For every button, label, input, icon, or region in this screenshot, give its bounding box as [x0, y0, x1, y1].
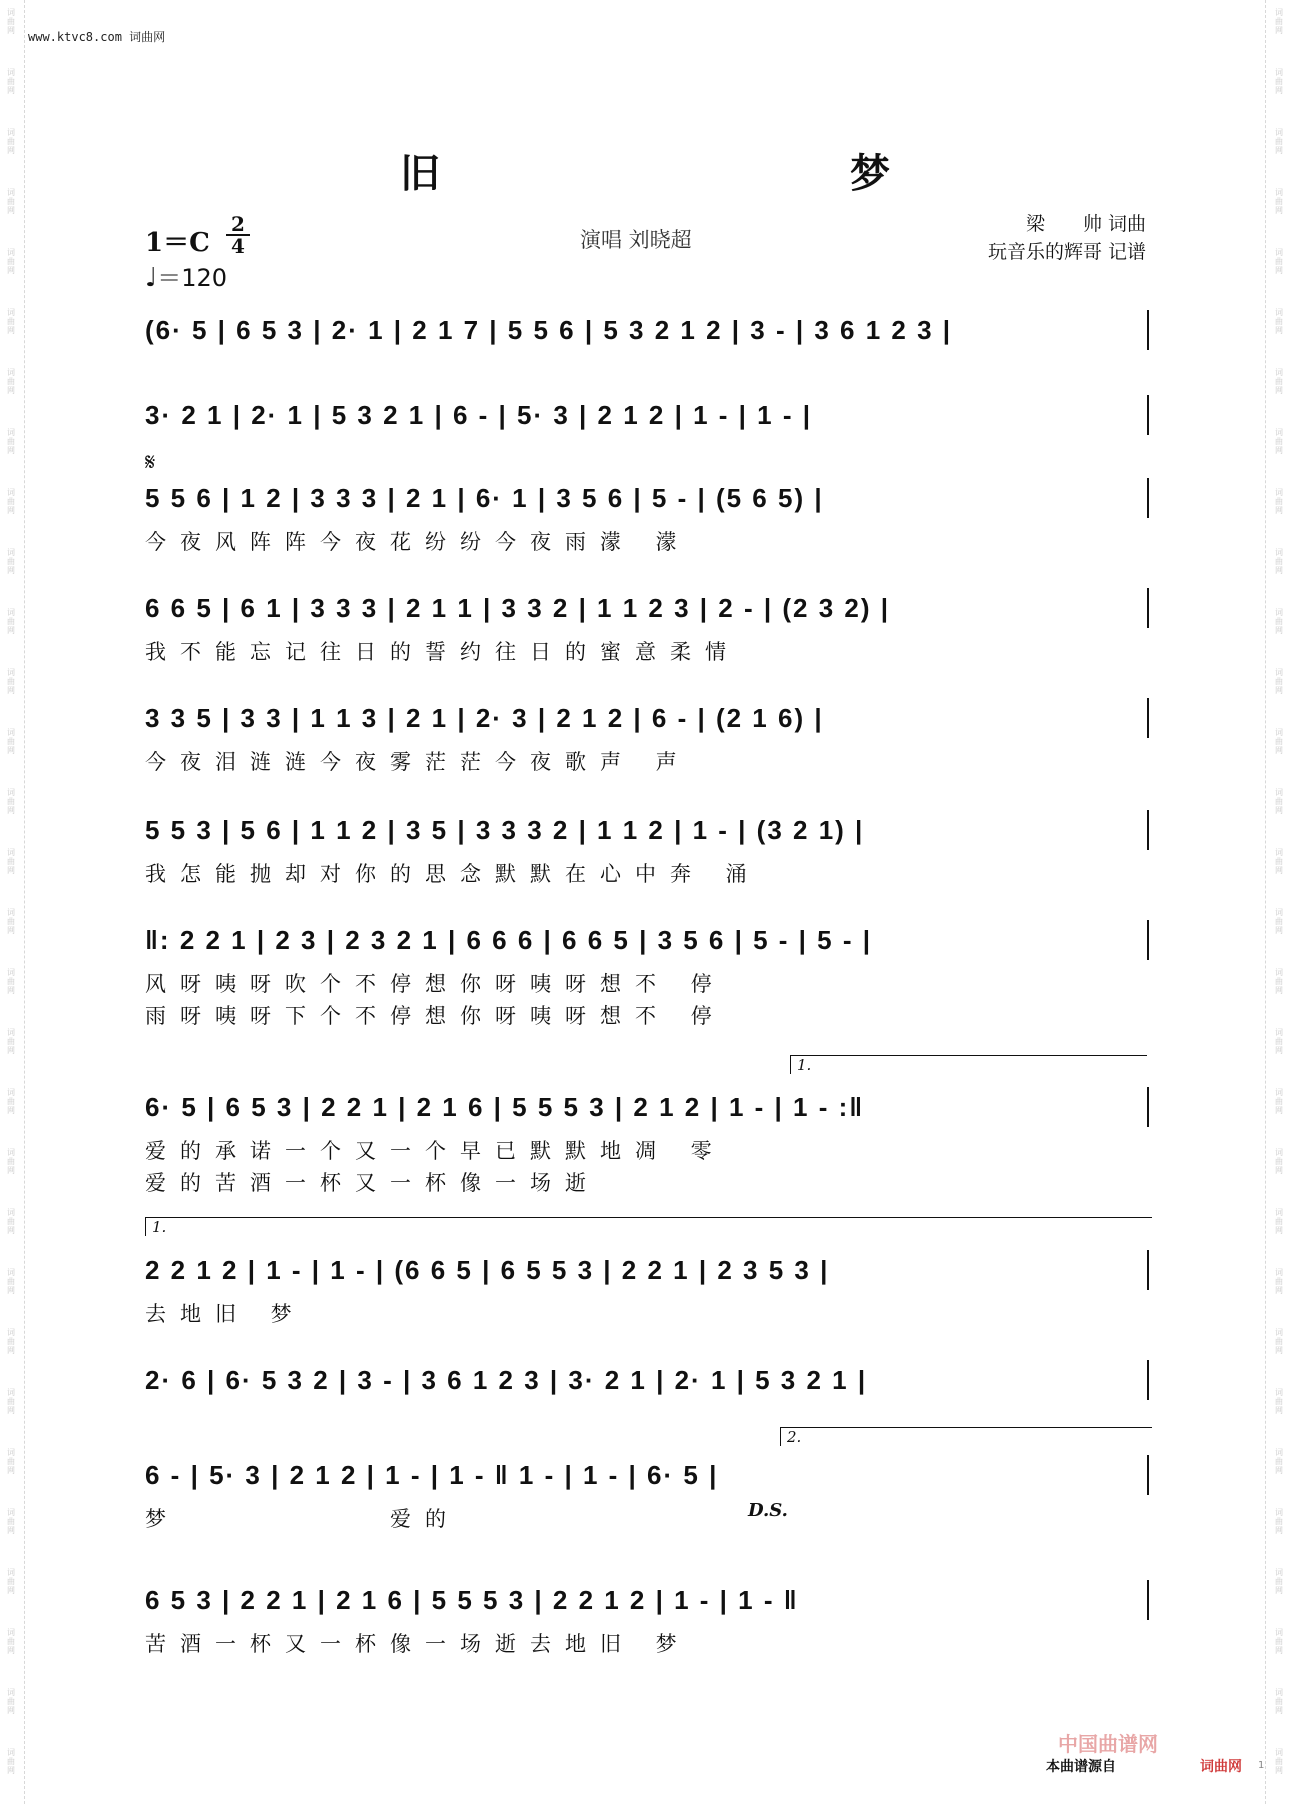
- lyric-line: 爱的承诺一个又一个早已默默地凋 零: [145, 1139, 726, 1163]
- lyric-line: 去地旧 梦: [145, 1302, 306, 1326]
- volta-first-ending-a: 1.: [790, 1055, 1147, 1074]
- side-watermark-mark: 词 曲 网: [7, 368, 15, 395]
- side-watermark-mark: 词 曲 网: [1275, 1508, 1283, 1535]
- singer-credit: 演唱 刘晓超: [580, 228, 692, 252]
- side-watermark-mark: 词 曲 网: [7, 728, 15, 755]
- side-watermark-mark: 词 曲 网: [7, 668, 15, 695]
- score-row: [145, 1360, 1149, 1400]
- tempo-marking: [145, 258, 227, 293]
- lyric-line: 今夜泪涟涟今夜雾茫茫今夜歌声 声: [145, 750, 691, 774]
- side-watermark-mark: 词 曲 网: [7, 1448, 15, 1475]
- song-title: 旧 梦: [400, 150, 1000, 197]
- lyric-line: 风呀咦呀吹个不停想你呀咦呀想不 停: [145, 972, 726, 996]
- side-watermark-mark: 词 曲 网: [1275, 728, 1283, 755]
- side-watermark-mark: 词 曲 网: [7, 428, 15, 455]
- lyric-line: 梦 爱的: [145, 1507, 460, 1531]
- lyricist-composer-credit: 梁 帅 词曲: [1025, 213, 1146, 235]
- notation-line: 6 6 5 | 6 1 | 3 3 3 | 2 1 1 | 3 3 2 | 1 1 2 3 | 2 - | (2 3 2) |: [145, 593, 890, 623]
- lyric-line: 雨呀咦呀下个不停想你呀咦呀想不 停: [145, 1004, 726, 1028]
- score-row: [145, 920, 1149, 960]
- side-watermark-mark: 词 曲 网: [7, 488, 15, 515]
- side-watermark-mark: 词 曲 网: [1275, 1448, 1283, 1475]
- side-watermark-mark: 词 曲 网: [1275, 1328, 1283, 1355]
- side-watermark-mark: 词 曲 网: [1275, 248, 1283, 275]
- lyric-line: 我怎能抛却对你的思念默默在心中奔 涌: [145, 862, 761, 886]
- side-watermark-mark: 词 曲 网: [1275, 1748, 1283, 1775]
- side-watermark-mark: 词 曲 网: [7, 188, 15, 215]
- side-watermark-mark: 词 曲 网: [1275, 128, 1283, 155]
- side-watermark-mark: 词 曲 网: [1275, 1208, 1283, 1235]
- side-watermark-mark: 词 曲 网: [1275, 1688, 1283, 1715]
- lyric-line: 今夜风阵阵今夜花纷纷今夜雨濛 濛: [145, 530, 691, 554]
- notation-line: 5 5 6 | 1 2 | 3 3 3 | 2 1 | 6· 1 | 3 5 6 | 5 - | (5 6 5) |: [145, 483, 824, 513]
- side-watermark-mark: 词 曲 网: [7, 908, 15, 935]
- side-watermark-mark: 词 曲 网: [7, 1148, 15, 1175]
- notation-line: ‖: 2 2 1 | 2 3 | 2 3 2 1 | 6 6 6 | 6 6 5 | 3 5 6 | 5 - | 5 - |: [145, 925, 873, 955]
- score-row: [145, 310, 1149, 350]
- notation-line: 6· 5 | 6 5 3 | 2 2 1 | 2 1 6 | 5 5 5 3 | 2 1 2 | 1 - | 1 - :‖: [145, 1092, 865, 1122]
- time-signature-numerator: 2: [231, 212, 245, 236]
- score-row: [145, 1580, 1149, 1620]
- side-watermark-mark: 词 曲 网: [1275, 1088, 1283, 1115]
- side-watermark-mark: 词 曲 网: [1275, 668, 1283, 695]
- score-row: [145, 1250, 1149, 1290]
- side-watermark-mark: 词 曲 网: [7, 1268, 15, 1295]
- key-signature: 1＝C: [145, 228, 210, 258]
- credits: [988, 210, 1146, 266]
- side-watermark-mark: 词 曲 网: [1275, 848, 1283, 875]
- side-watermark-mark: 词 曲 网: [7, 1748, 15, 1775]
- time-signature: [226, 214, 250, 256]
- volta-first-ending-b: 1.: [145, 1217, 1152, 1236]
- side-watermark-mark: 词 曲 网: [1275, 1268, 1283, 1295]
- volta-second-ending: 2.: [780, 1427, 1152, 1446]
- side-watermark-mark: 词 曲 网: [7, 8, 15, 35]
- score-row: [145, 698, 1149, 738]
- dal-segno-label: D.S.: [748, 1500, 788, 1521]
- side-watermark-mark: 词 曲 网: [1275, 428, 1283, 455]
- notation-line: 6 5 3 | 2 2 1 | 2 1 6 | 5 5 5 3 | 2 2 1 2 | 1 - | 1 - ‖: [145, 1585, 799, 1615]
- side-watermark-mark: 词 曲 网: [7, 248, 15, 275]
- side-watermark-mark: 词 曲 网: [1275, 8, 1283, 35]
- lyric-line: 爱的苦酒一杯又一杯像一场逝: [145, 1171, 600, 1195]
- side-watermark-mark: 词 曲 网: [1275, 1028, 1283, 1055]
- side-watermark-mark: 词 曲 网: [7, 1388, 15, 1415]
- footer-site-link[interactable]: 词曲网: [1200, 1759, 1242, 1775]
- side-watermark-mark: 词 曲 网: [1275, 968, 1283, 995]
- side-watermark-mark: 词 曲 网: [7, 1628, 15, 1655]
- score-row: [145, 478, 1149, 518]
- side-watermark-mark: 词 曲 网: [7, 848, 15, 875]
- notation-line: 2· 6 | 6· 5 3 2 | 3 - | 3 6 1 2 3 | 3· 2 1 | 2· 1 | 5 3 2 1 |: [145, 1365, 868, 1395]
- side-watermark-mark: 词 曲 网: [1275, 548, 1283, 575]
- side-watermark-mark: 词 曲 网: [1275, 488, 1283, 515]
- right-margin-rule: [1265, 0, 1266, 1804]
- score-row: [145, 810, 1149, 850]
- side-watermark-mark: 词 曲 网: [7, 968, 15, 995]
- side-watermark-mark: 词 曲 网: [1275, 1388, 1283, 1415]
- side-watermark-mark: 词 曲 网: [7, 128, 15, 155]
- side-watermark-mark: 词 曲 网: [7, 68, 15, 95]
- notation-line: 3 3 5 | 3 3 | 1 1 3 | 2 1 | 2· 3 | 2 1 2 | 6 - | (2 1 6) |: [145, 703, 824, 733]
- notation-line: (6· 5 | 6 5 3 | 2· 1 | 2 1 7 | 5 5 6 | 5 3 2 1 2 | 3 - | 3 6 1 2 3 |: [145, 315, 953, 345]
- side-watermark-mark: 词 曲 网: [7, 608, 15, 635]
- site-url: www.ktvc8.com 词曲网: [28, 30, 166, 44]
- side-watermark-mark: 词 曲 网: [1275, 68, 1283, 95]
- side-watermark-mark: 词 曲 网: [1275, 368, 1283, 395]
- side-watermark-mark: 词 曲 网: [7, 308, 15, 335]
- side-watermark-mark: 词 曲 网: [1275, 608, 1283, 635]
- side-watermark-mark: 词 曲 网: [7, 1328, 15, 1355]
- score-row: [145, 395, 1149, 435]
- side-watermark-mark: 词 曲 网: [7, 548, 15, 575]
- segno-sign: 𝄋: [145, 448, 156, 476]
- page-number: 1: [1258, 1760, 1265, 1771]
- footer-logo: 中国曲谱网: [1058, 1732, 1158, 1756]
- notation-line: 3· 2 1 | 2· 1 | 5 3 2 1 | 6 - | 5· 3 | 2 1 2 | 1 - | 1 - |: [145, 400, 813, 430]
- left-watermark-strip: [0, 0, 22, 1804]
- side-watermark-mark: 词 曲 网: [7, 1688, 15, 1715]
- side-watermark-mark: 词 曲 网: [7, 1568, 15, 1595]
- tempo-value: ＝120: [157, 264, 228, 292]
- side-watermark-mark: 词 曲 网: [1275, 1568, 1283, 1595]
- right-watermark-strip: [1268, 0, 1290, 1804]
- side-watermark-mark: 词 曲 网: [1275, 788, 1283, 815]
- score-row: [145, 1455, 1149, 1495]
- side-watermark-mark: 词 曲 网: [1275, 188, 1283, 215]
- transcriber-credit: 玩音乐的辉哥 记谱: [987, 241, 1146, 263]
- side-watermark-mark: 词 曲 网: [7, 1208, 15, 1235]
- side-watermark-mark: 词 曲 网: [7, 1028, 15, 1055]
- side-watermark-mark: 词 曲 网: [1275, 308, 1283, 335]
- score-row: [145, 1087, 1149, 1127]
- side-watermark-mark: 词 曲 网: [1275, 1148, 1283, 1175]
- score-row: [145, 588, 1149, 628]
- notation-line: 2 2 1 2 | 1 - | 1 - | (6 6 5 | 6 5 5 3 | 2 2 1 | 2 3 5 3 |: [145, 1255, 830, 1285]
- side-watermark-mark: 词 曲 网: [7, 788, 15, 815]
- quarter-note-icon: ♩: [145, 263, 158, 293]
- lyric-line: 苦酒一杯又一杯像一场逝去地旧 梦: [145, 1632, 691, 1656]
- notation-line: 6 - | 5· 3 | 2 1 2 | 1 - | 1 - ‖ 1 - | 1 - | 6· 5 |: [145, 1460, 719, 1490]
- footer-source-label: 本曲谱源自: [1046, 1759, 1116, 1775]
- side-watermark-mark: 词 曲 网: [1275, 908, 1283, 935]
- lyric-line: 我不能忘记往日的誓约往日的蜜意柔情: [145, 640, 740, 664]
- notation-line: 5 5 3 | 5 6 | 1 1 2 | 3 5 | 3 3 3 2 | 1 1 2 | 1 - | (3 2 1) |: [145, 815, 865, 845]
- time-signature-denominator: 4: [226, 234, 250, 256]
- side-watermark-mark: 词 曲 网: [1275, 1628, 1283, 1655]
- left-margin-rule: [24, 0, 25, 1804]
- side-watermark-mark: 词 曲 网: [7, 1088, 15, 1115]
- side-watermark-mark: 词 曲 网: [7, 1508, 15, 1535]
